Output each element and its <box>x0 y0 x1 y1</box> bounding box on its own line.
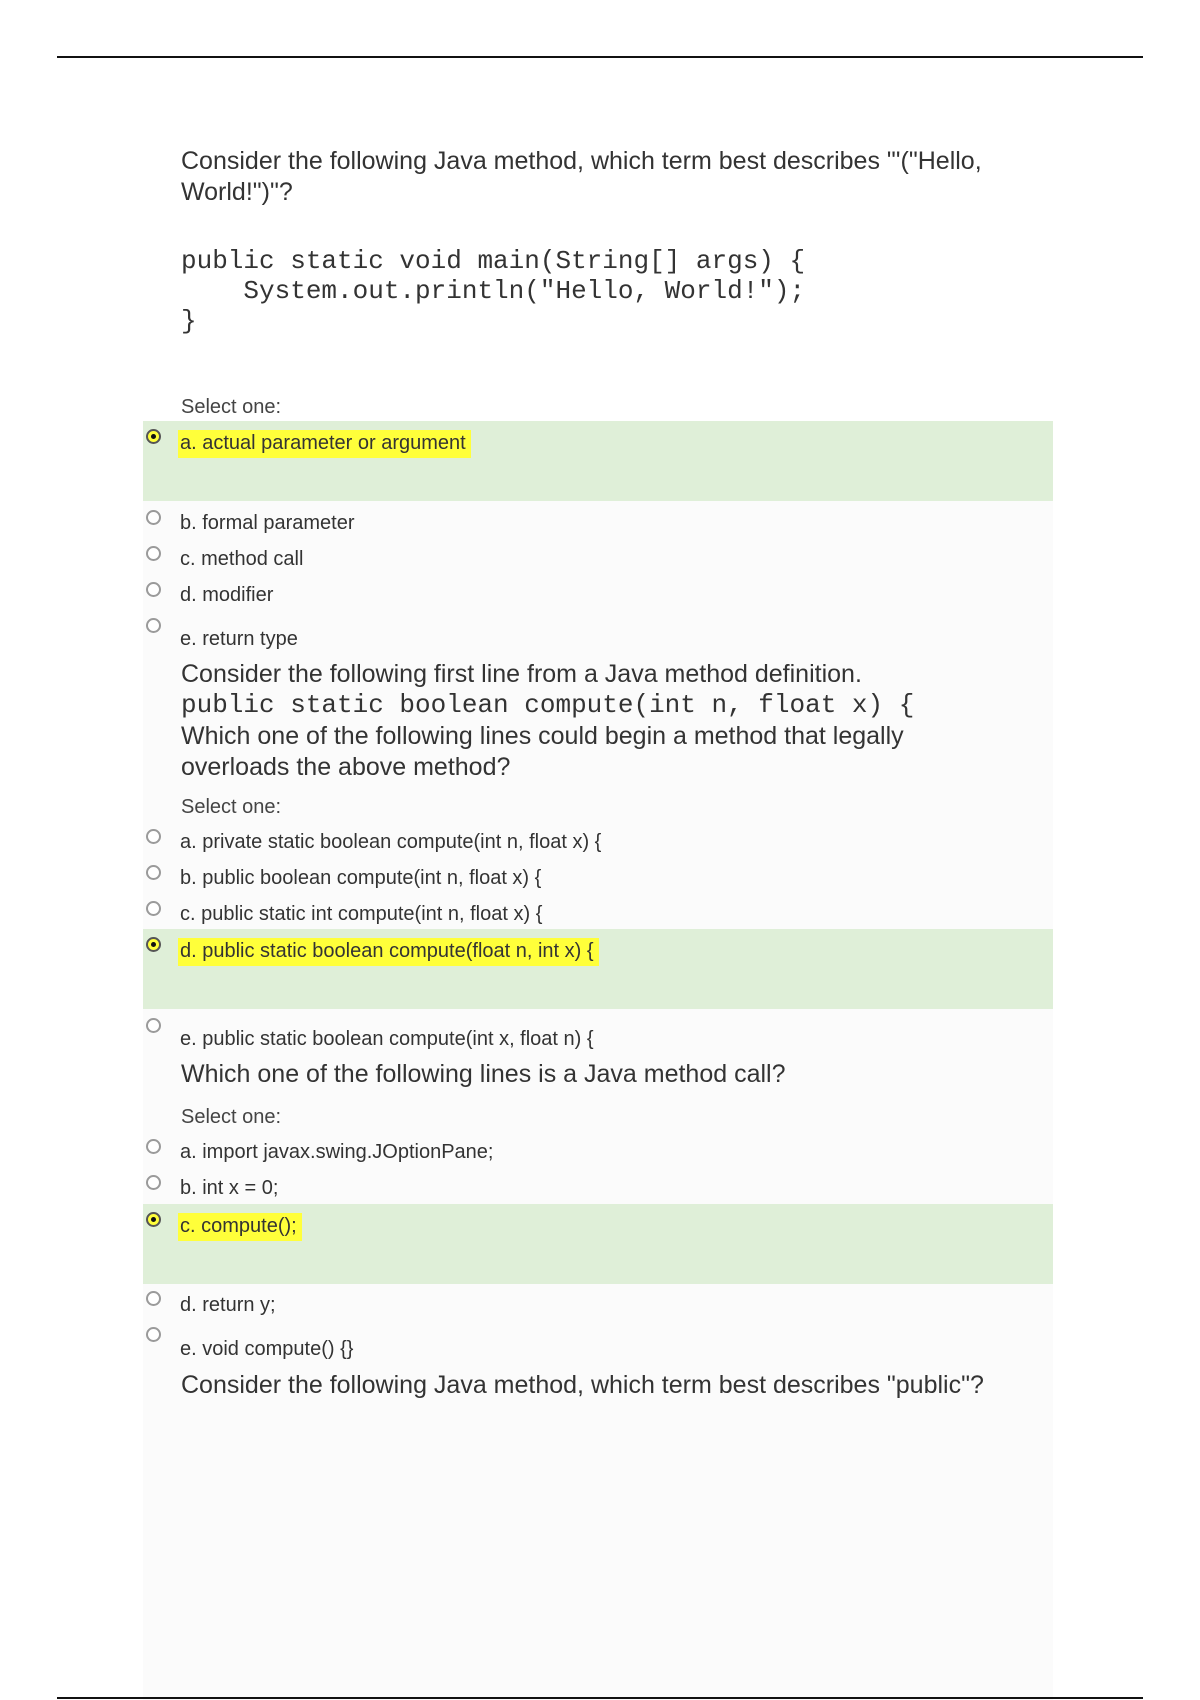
page-top-rule <box>57 56 1143 58</box>
question-1-line-2: World!")"? <box>181 178 293 206</box>
question-3-select-label: Select one: <box>181 1106 282 1128</box>
question-1-line-1: Consider the following Java method, which term best describes "'("Hello, <box>181 147 982 175</box>
question-1-option-c[interactable]: c. method call <box>180 548 304 570</box>
question-1-text <box>181 146 1051 208</box>
question-2-select-label: Select one: <box>181 796 282 818</box>
question-2-text <box>181 659 1051 783</box>
code-line: System.out.println("Hello, World!"); <box>181 276 806 306</box>
question-2-option-d[interactable]: d. public static boolean compute(float n, int x) { <box>178 938 599 966</box>
question-2-line-2: overloads the above method? <box>181 753 511 781</box>
radio-button[interactable] <box>146 546 161 561</box>
radio-button[interactable] <box>146 1291 161 1306</box>
question-2-option-a[interactable]: a. private static boolean compute(int n, float x) { <box>180 831 602 853</box>
question-2-intro: Consider the following first line from a Java method definition. <box>181 660 862 688</box>
question-2-code-line: public static boolean compute(int n, float x) { <box>181 690 915 720</box>
question-3-option-a[interactable]: a. import javax.swing.JOptionPane; <box>180 1141 494 1163</box>
radio-button-checked[interactable] <box>146 429 161 444</box>
question-3-option-b[interactable]: b. int x = 0; <box>180 1177 279 1199</box>
page-bottom-rule <box>57 1697 1143 1699</box>
question-3-text: Which one of the following lines is a Java method call? <box>181 1060 786 1088</box>
question-1-option-d[interactable]: d. modifier <box>180 584 274 606</box>
radio-button-checked[interactable] <box>146 1212 161 1227</box>
radio-button[interactable] <box>146 901 161 916</box>
radio-button[interactable] <box>146 618 161 633</box>
question-1-option-b[interactable]: b. formal parameter <box>180 512 355 534</box>
question-4-text: Consider the following Java method, which term best describes "public"? <box>181 1371 984 1399</box>
radio-button[interactable] <box>146 582 161 597</box>
radio-button[interactable] <box>146 865 161 880</box>
code-line: public static void main(String[] args) { <box>181 246 806 276</box>
question-3-option-d[interactable]: d. return y; <box>180 1294 276 1316</box>
question-2-option-b[interactable]: b. public boolean compute(int n, float x) { <box>180 867 542 889</box>
radio-button[interactable] <box>146 1139 161 1154</box>
question-1-option-e[interactable]: e. return type <box>180 628 298 650</box>
question-3-option-e[interactable]: e. void compute() {} <box>180 1338 354 1360</box>
radio-button[interactable] <box>146 510 161 525</box>
radio-button[interactable] <box>146 1018 161 1033</box>
radio-button[interactable] <box>146 1175 161 1190</box>
question-2-option-c[interactable]: c. public static int compute(int n, float x) { <box>180 903 543 925</box>
question-1-code <box>181 246 805 336</box>
radio-button[interactable] <box>146 829 161 844</box>
question-2-option-e[interactable]: e. public static boolean compute(int x, float n) { <box>180 1028 594 1050</box>
question-3-option-c[interactable]: c. compute(); <box>178 1213 302 1241</box>
question-1-option-a[interactable]: a. actual parameter or argument <box>178 430 471 458</box>
question-1-select-label: Select one: <box>181 396 282 418</box>
question-2-line-1: Which one of the following lines could begin a method that legally <box>181 722 904 750</box>
radio-button[interactable] <box>146 1327 161 1342</box>
radio-button-checked[interactable] <box>146 937 161 952</box>
code-line: } <box>181 306 197 336</box>
